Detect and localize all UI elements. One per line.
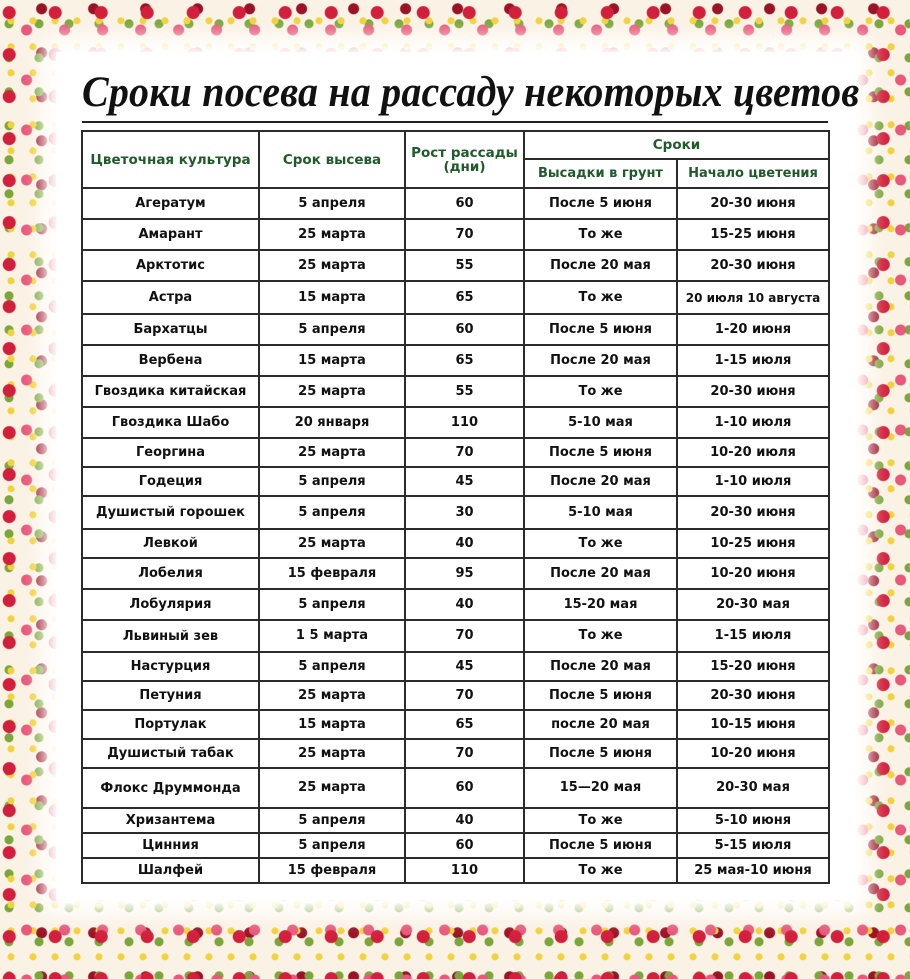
cell-sowing: 25 марта <box>259 219 405 250</box>
cell-growth: 60 <box>405 314 524 345</box>
cell-bloom: 10-20 июля <box>677 438 829 467</box>
cell-sowing: 5 апреля <box>259 467 405 496</box>
cell-sowing: 5 апреля <box>259 496 405 529</box>
cell-bloom: 20-30 июня <box>677 681 829 710</box>
cell-planting: После 20 мая <box>524 345 677 376</box>
cell-growth: 45 <box>405 467 524 496</box>
header-sowing: Срок высева <box>259 131 405 188</box>
cell-growth: 110 <box>405 407 524 438</box>
cell-name: Астра <box>82 281 259 314</box>
cell-planting: То же <box>524 281 677 314</box>
page-title: Сроки посева на рассаду некоторых цветов <box>82 69 860 116</box>
cell-planting: После 20 мая <box>524 652 677 681</box>
cell-bloom: 1-15 июля <box>677 345 829 376</box>
cell-bloom: 20-30 июня <box>677 496 829 529</box>
cell-planting: после 20 мая <box>524 710 677 739</box>
cell-bloom: 1-10 июля <box>677 467 829 496</box>
cell-sowing: 5 апреля <box>259 652 405 681</box>
cell-growth: 55 <box>405 250 524 281</box>
cell-sowing: 15 марта <box>259 345 405 376</box>
cell-name: Цинния <box>82 833 259 858</box>
table-row <box>82 858 829 883</box>
cell-name: Годеция <box>82 467 259 496</box>
cell-name: Агератум <box>82 188 259 219</box>
cell-name: Вербена <box>82 345 259 376</box>
cell-sowing: 25 марта <box>259 768 405 808</box>
cell-bloom: 15-25 июня <box>677 219 829 250</box>
cell-sowing: 25 марта <box>259 529 405 558</box>
cell-name: Портулак <box>82 710 259 739</box>
cell-growth: 30 <box>405 496 524 529</box>
cell-growth: 95 <box>405 558 524 589</box>
cell-name: Лобелия <box>82 558 259 589</box>
cell-name: Левкой <box>82 529 259 558</box>
cell-bloom: 1-10 июля <box>677 407 829 438</box>
cell-sowing: 5 апреля <box>259 833 405 858</box>
header-growth: Рост рассады (дни) <box>405 131 524 188</box>
cell-growth: 40 <box>405 529 524 558</box>
table-row <box>82 250 829 281</box>
table-row <box>82 558 829 589</box>
table-row <box>82 652 829 681</box>
cell-sowing: 5 апреля <box>259 808 405 833</box>
cell-planting: После 5 июня <box>524 739 677 768</box>
cell-sowing: 20 января <box>259 407 405 438</box>
cell-bloom: 5-10 июня <box>677 808 829 833</box>
cell-growth: 70 <box>405 620 524 652</box>
cell-planting: После 5 июня <box>524 314 677 345</box>
cell-bloom: 20-30 июня <box>677 250 829 281</box>
cell-planting: После 5 июня <box>524 188 677 219</box>
cell-bloom: 20-30 мая <box>677 589 829 620</box>
cell-growth: 110 <box>405 858 524 883</box>
cell-growth: 70 <box>405 438 524 467</box>
cell-sowing: 25 марта <box>259 681 405 710</box>
cell-sowing: 15 марта <box>259 710 405 739</box>
cell-bloom: 20-30 мая <box>677 768 829 808</box>
cell-sowing: 25 марта <box>259 376 405 407</box>
cell-name: Душистый табак <box>82 739 259 768</box>
title-underline <box>82 121 828 123</box>
cell-growth: 70 <box>405 219 524 250</box>
cell-planting: После 5 июня <box>524 438 677 467</box>
table-row <box>82 467 829 496</box>
cell-name: Бархатцы <box>82 314 259 345</box>
cell-growth: 65 <box>405 710 524 739</box>
table-row <box>82 281 829 314</box>
cell-name: Настурция <box>82 652 259 681</box>
cell-sowing: 15 февраля <box>259 858 405 883</box>
cell-bloom: 20-30 июня <box>677 376 829 407</box>
table-row <box>82 407 829 438</box>
cell-bloom: 10-20 июня <box>677 558 829 589</box>
cell-planting: После 20 мая <box>524 467 677 496</box>
cell-name: Шалфей <box>82 858 259 883</box>
cell-planting: То же <box>524 529 677 558</box>
table-row <box>82 219 829 250</box>
table-row <box>82 589 829 620</box>
sowing-table <box>81 130 830 884</box>
cell-growth: 70 <box>405 681 524 710</box>
cell-name: Петуния <box>82 681 259 710</box>
cell-growth: 65 <box>405 281 524 314</box>
table-row <box>82 529 829 558</box>
cell-name: Гвоздика Шабо <box>82 407 259 438</box>
header-terms: Сроки <box>524 131 829 159</box>
cell-name: Георгина <box>82 438 259 467</box>
table-row <box>82 808 829 833</box>
cell-growth: 60 <box>405 833 524 858</box>
table-row <box>82 496 829 529</box>
table-row <box>82 739 829 768</box>
cell-planting: То же <box>524 219 677 250</box>
cell-bloom: 20-30 июня <box>677 188 829 219</box>
cell-growth: 65 <box>405 345 524 376</box>
cell-planting: После 5 июня <box>524 681 677 710</box>
header-planting: Высадки в грунт <box>524 159 677 188</box>
cell-bloom: 5-15 июля <box>677 833 829 858</box>
cell-growth: 40 <box>405 589 524 620</box>
cell-bloom: 15-20 июня <box>677 652 829 681</box>
table-row <box>82 833 829 858</box>
cell-bloom: 20 июля 10 августа <box>677 281 829 314</box>
table-body <box>82 188 829 883</box>
cell-planting: 15-20 мая <box>524 589 677 620</box>
cell-planting: После 5 июня <box>524 833 677 858</box>
cell-sowing: 5 апреля <box>259 188 405 219</box>
table-row <box>82 345 829 376</box>
cell-name: Хризантема <box>82 808 259 833</box>
table-row <box>82 188 829 219</box>
cell-name: Душистый горошек <box>82 496 259 529</box>
cell-sowing: 15 марта <box>259 281 405 314</box>
cell-growth: 60 <box>405 188 524 219</box>
cell-planting: После 20 мая <box>524 250 677 281</box>
cell-planting: 15—20 мая <box>524 768 677 808</box>
table-row <box>82 710 829 739</box>
table-row <box>82 768 829 808</box>
table-row <box>82 681 829 710</box>
cell-bloom: 10-15 июня <box>677 710 829 739</box>
cell-growth: 70 <box>405 739 524 768</box>
cell-bloom: 10-25 июня <box>677 529 829 558</box>
header-culture: Цветочная культура <box>82 131 259 188</box>
cell-planting: После 20 мая <box>524 558 677 589</box>
cell-planting: То же <box>524 858 677 883</box>
cell-name: Флокс Друммонда <box>82 768 259 808</box>
cell-sowing: 25 марта <box>259 250 405 281</box>
table-header <box>82 131 829 188</box>
cell-planting: То же <box>524 808 677 833</box>
table-row <box>82 620 829 652</box>
cell-sowing: 5 апреля <box>259 314 405 345</box>
header-bloom: Начало цветения <box>677 159 829 188</box>
cell-planting: То же <box>524 620 677 652</box>
cell-bloom: 10-20 июня <box>677 739 829 768</box>
cell-sowing: 5 апреля <box>259 589 405 620</box>
cell-sowing: 25 марта <box>259 438 405 467</box>
table-row <box>82 314 829 345</box>
cell-growth: 55 <box>405 376 524 407</box>
cell-planting: 5-10 мая <box>524 407 677 438</box>
table-row <box>82 438 829 467</box>
cell-sowing: 1 5 марта <box>259 620 405 652</box>
table-row <box>82 376 829 407</box>
cell-bloom: 1-20 июня <box>677 314 829 345</box>
cell-growth: 40 <box>405 808 524 833</box>
cell-name: Лобулярия <box>82 589 259 620</box>
cell-planting: То же <box>524 376 677 407</box>
cell-sowing: 25 марта <box>259 739 405 768</box>
cell-name: Арктотис <box>82 250 259 281</box>
cell-name: Амарант <box>82 219 259 250</box>
cell-bloom: 25 мая-10 июня <box>677 858 829 883</box>
cell-name: Гвоздика китайская <box>82 376 259 407</box>
cell-growth: 60 <box>405 768 524 808</box>
cell-sowing: 15 февраля <box>259 558 405 589</box>
cell-name: Львиный зев <box>82 620 259 652</box>
cell-planting: 5-10 мая <box>524 496 677 529</box>
cell-bloom: 1-15 июля <box>677 620 829 652</box>
cell-growth: 45 <box>405 652 524 681</box>
